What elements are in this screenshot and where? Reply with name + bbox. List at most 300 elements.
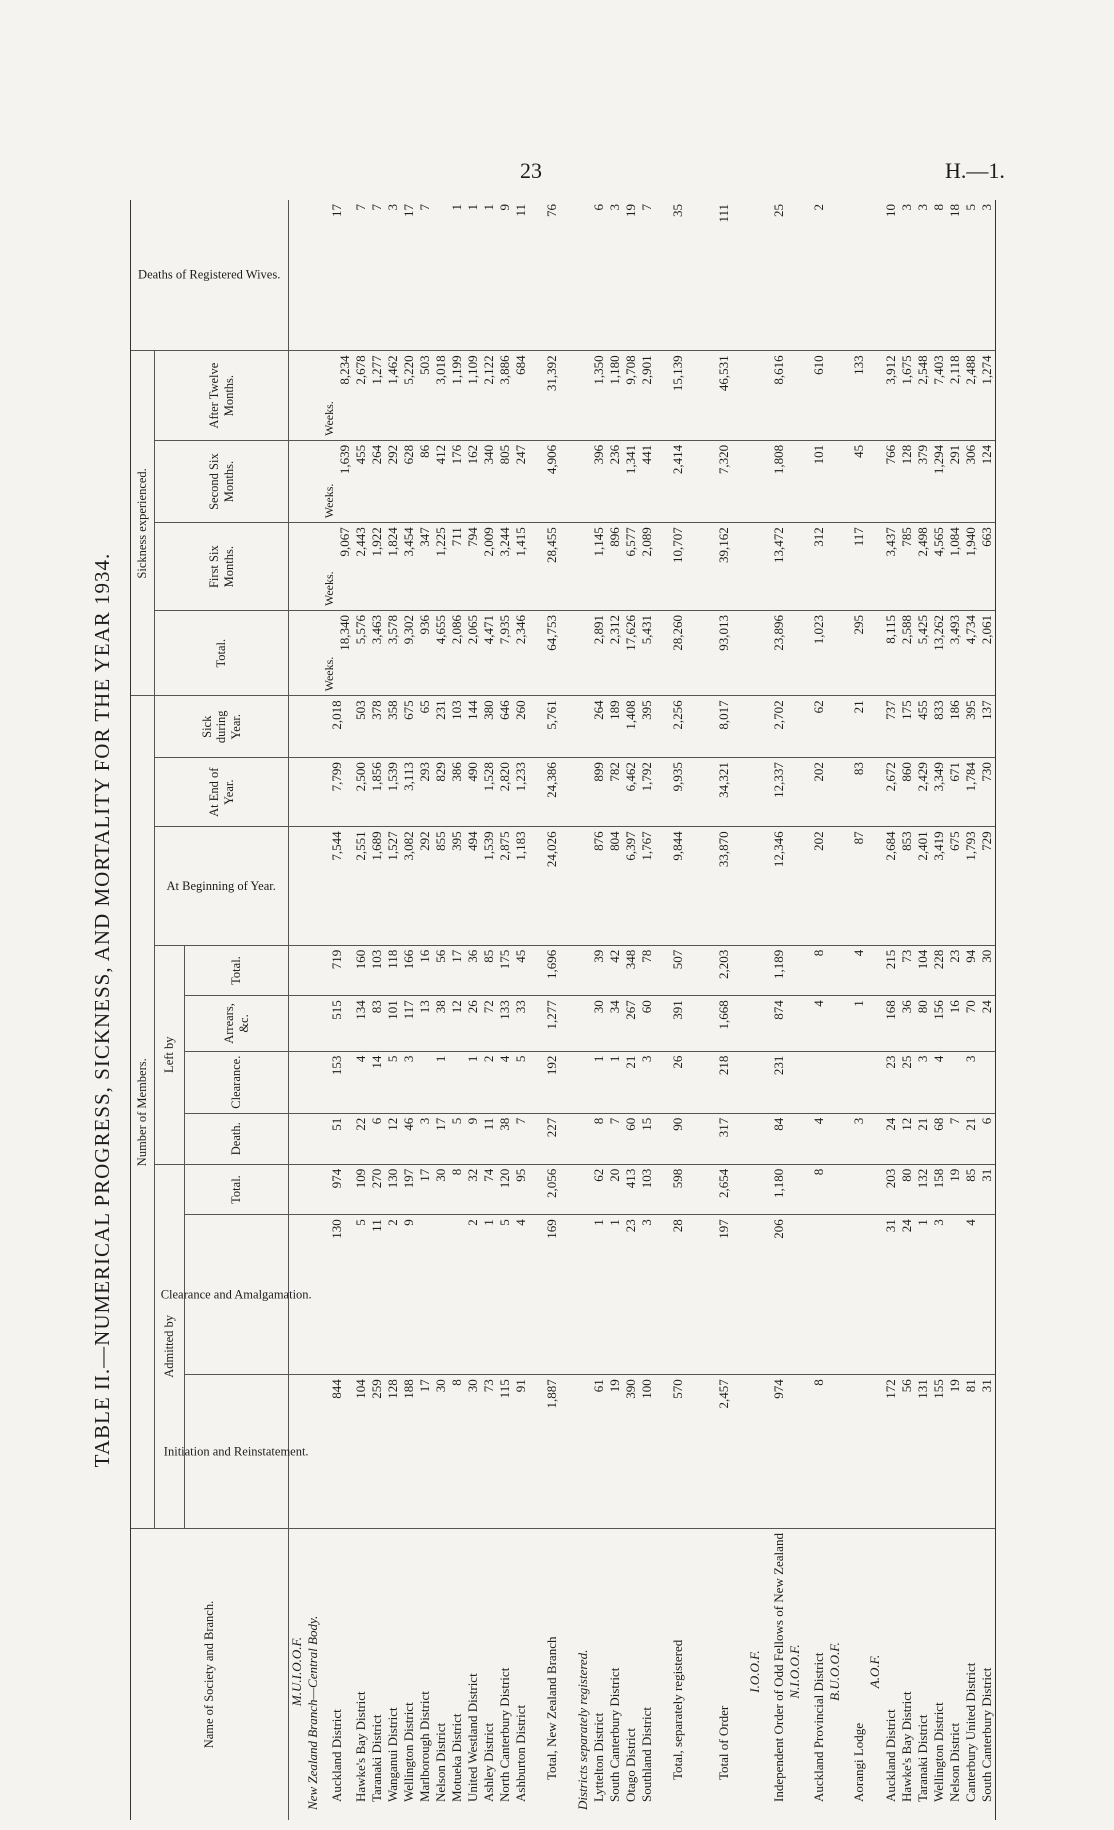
- table-cell: 85: [481, 945, 497, 996]
- table-cell: 17: [321, 200, 353, 351]
- table-cell: 413: [623, 1164, 639, 1215]
- table-cell: 1,527: [385, 827, 401, 945]
- table-cell: 1,784: [963, 758, 979, 827]
- table-cell: [575, 945, 591, 996]
- table-cell: 1,940: [963, 523, 979, 611]
- row-name: I.O.O.F.: [747, 1650, 762, 1693]
- table-row: [623, 200, 639, 1820]
- table-cell: 8: [591, 1113, 607, 1164]
- table-cell: [289, 1164, 306, 1215]
- table-cell: 358: [385, 696, 401, 758]
- table-cell: 176: [449, 440, 465, 522]
- table-cell: [947, 1215, 963, 1375]
- section-row: [575, 200, 591, 1820]
- table-cell: 5: [497, 1215, 513, 1375]
- table-cell: 132: [915, 1164, 931, 1215]
- table-cell: [305, 611, 321, 696]
- section-row: [289, 200, 306, 1820]
- table-cell: 117: [843, 523, 867, 611]
- row-name: Otago District: [623, 1727, 638, 1802]
- table-cell: 2,672: [883, 758, 899, 827]
- table-cell: [747, 996, 763, 1051]
- table-cell: 785: [899, 523, 915, 611]
- table-cell: 7: [639, 200, 655, 351]
- header-death: Death.: [185, 1113, 289, 1164]
- table-cell: 24,026: [529, 827, 575, 945]
- table-cell: 5,761: [529, 696, 575, 758]
- table-cell: 23: [883, 1051, 899, 1113]
- table-cell: 168: [883, 996, 899, 1051]
- table-cell: 128: [899, 440, 915, 522]
- header-members: Number of Members.: [131, 696, 155, 1529]
- table-cell: [305, 440, 321, 522]
- table-cell: [867, 523, 883, 611]
- table-cell: 291: [947, 440, 963, 522]
- table-cell: [321, 611, 353, 696]
- table-row: [465, 200, 481, 1820]
- table-cell: [575, 827, 591, 945]
- table-cell: 11: [369, 1215, 385, 1375]
- table-cell: [787, 1215, 803, 1375]
- table-cell: 32: [465, 1164, 481, 1215]
- table-cell: 1: [433, 1051, 449, 1113]
- table-cell: 380: [481, 696, 497, 758]
- table-cell: 395: [963, 696, 979, 758]
- table-cell: 4: [931, 1051, 947, 1113]
- row-name: South Canterbury District: [607, 1667, 622, 1802]
- table-cell: 130: [385, 1164, 401, 1215]
- table-cell: 1,277: [369, 351, 385, 441]
- table-cell: 133: [497, 996, 513, 1051]
- table-cell: 1,689: [369, 827, 385, 945]
- table-cell: 805: [497, 440, 513, 522]
- table-cell: [867, 1113, 883, 1164]
- table-cell: 192: [529, 1051, 575, 1113]
- table-cell: 17: [417, 1375, 433, 1529]
- table-cell: 259: [369, 1375, 385, 1529]
- header-first-six: First Six Months.: [155, 523, 289, 611]
- table-cell: 94: [963, 945, 979, 996]
- table-cell: 2,498: [915, 523, 931, 611]
- table-cell: 1,189: [763, 945, 787, 996]
- section-row: [305, 200, 321, 1820]
- table-cell: 1,824: [385, 523, 401, 611]
- table-cell: [575, 996, 591, 1051]
- table-cell: [787, 1113, 803, 1164]
- table-cell: 9,302: [401, 611, 417, 696]
- table-cell: 1: [591, 1051, 607, 1113]
- table-cell-value: 9,067: [337, 527, 352, 557]
- table-cell: 156: [931, 996, 947, 1051]
- table-cell: 30: [465, 1375, 481, 1529]
- table-cell: 8,115: [883, 611, 899, 696]
- table-cell: 855: [433, 827, 449, 945]
- page-header: [0, 0, 1114, 200]
- table-cell: [787, 200, 803, 351]
- row-name: Total of Order: [716, 1705, 731, 1780]
- table-row: [763, 200, 787, 1820]
- table-cell: [433, 1215, 449, 1375]
- table-cell: 175: [899, 696, 915, 758]
- table-cell: 15: [639, 1113, 655, 1164]
- row-name: Total, New Zealand Branch: [544, 1636, 559, 1780]
- table-cell: [827, 758, 843, 827]
- table-cell: 264: [591, 696, 607, 758]
- table-cell: [321, 523, 353, 611]
- table-cell: 292: [385, 440, 401, 522]
- table-cell: 85: [963, 1164, 979, 1215]
- table-cell: 348: [623, 945, 639, 996]
- table-cell: 1: [449, 200, 465, 351]
- table-cell: 1: [607, 1051, 623, 1113]
- row-name: United Westland District: [465, 1673, 480, 1802]
- header-sick-total: Total.: [155, 611, 289, 696]
- table-cell: 3,018: [433, 351, 449, 441]
- table-cell: [305, 1113, 321, 1164]
- table-cell: [787, 1375, 803, 1529]
- table-cell: 1: [607, 1215, 623, 1375]
- table-cell: 23,896: [763, 611, 787, 696]
- table-cell: 730: [979, 758, 996, 827]
- table-cell: 3: [401, 1051, 417, 1113]
- table-cell: [305, 1051, 321, 1113]
- table-cell: 7: [417, 200, 433, 351]
- statistics-table: [130, 200, 996, 1820]
- table-cell: [867, 1375, 883, 1529]
- table-cell: 109: [353, 1164, 369, 1215]
- table-cell: [747, 523, 763, 611]
- table-cell: 1,792: [639, 758, 655, 827]
- table-cell: 104: [915, 945, 931, 996]
- table-cell: 1,183: [513, 827, 529, 945]
- table-cell: 8: [449, 1164, 465, 1215]
- table-cell: [289, 696, 306, 758]
- table-cell: 391: [655, 996, 701, 1051]
- table-cell: 134: [353, 996, 369, 1051]
- table-cell: 264: [369, 440, 385, 522]
- table-cell: 4: [963, 1215, 979, 1375]
- table-cell-value: 18,340: [337, 615, 352, 651]
- table-cell: 12,346: [763, 827, 787, 945]
- table-cell: [843, 1164, 867, 1215]
- table-cell: [321, 440, 353, 522]
- table-cell: 28: [655, 1215, 701, 1375]
- table-cell: 38: [433, 996, 449, 1051]
- table-cell: 26: [655, 1051, 701, 1113]
- table-cell: 103: [449, 696, 465, 758]
- table-cell: [417, 1051, 433, 1113]
- table-cell: [305, 696, 321, 758]
- table-cell: 3: [639, 1051, 655, 1113]
- table-cell: 5: [353, 1215, 369, 1375]
- table-cell: 128: [385, 1375, 401, 1529]
- table-cell: 3,437: [883, 523, 899, 611]
- table-cell: [321, 351, 353, 441]
- table-cell: 7,799: [321, 758, 353, 827]
- table-cell: 829: [433, 758, 449, 827]
- table-cell: [305, 827, 321, 945]
- table-cell: 5: [449, 1113, 465, 1164]
- table-cell: 144: [465, 696, 481, 758]
- parliamentary-reference: H.—1.: [945, 158, 1005, 183]
- table-cell: 2: [465, 1215, 481, 1375]
- table-cell: [575, 1375, 591, 1529]
- table-cell: 72: [481, 996, 497, 1051]
- table-cell: [289, 827, 306, 945]
- row-name: New Zealand Branch—Central Body.: [305, 1615, 320, 1810]
- table-cell: 115: [497, 1375, 513, 1529]
- table-cell: 64,753: [529, 611, 575, 696]
- table-cell: 30: [979, 945, 996, 996]
- table-cell: 5,425: [915, 611, 931, 696]
- table-cell: [827, 1215, 843, 1375]
- beginning-label: At Beginning of Year.: [166, 878, 277, 893]
- table-cell: 1,856: [369, 758, 385, 827]
- rotated-table-sheet: [80, 200, 1085, 1820]
- header-admitted-total: Total.: [185, 1164, 289, 1215]
- table-cell: 21: [963, 1113, 979, 1164]
- table-cell: 236: [607, 440, 623, 522]
- table-cell: [575, 1164, 591, 1215]
- header-left-by: Left by: [155, 945, 185, 1164]
- table-cell: [827, 996, 843, 1051]
- table-cell: 719: [321, 945, 353, 996]
- table-cell: 1,233: [513, 758, 529, 827]
- table-cell: 13: [417, 996, 433, 1051]
- table-cell: 17: [401, 200, 417, 351]
- table-cell: 2,256: [655, 696, 701, 758]
- weeks-unit-label: Weeks.: [322, 483, 336, 519]
- table-cell: 206: [763, 1215, 787, 1375]
- table-row: [701, 200, 747, 1820]
- table-cell: 56: [433, 945, 449, 996]
- table-cell: 45: [513, 945, 529, 996]
- table-cell: 3: [385, 200, 401, 351]
- table-cell: [575, 758, 591, 827]
- table-cell: [867, 611, 883, 696]
- table-row: [417, 200, 433, 1820]
- table-cell: 1,415: [513, 523, 529, 611]
- table-cell: 974: [321, 1164, 353, 1215]
- table-row: [449, 200, 465, 1820]
- table-cell: 101: [803, 440, 827, 522]
- table-cell: 295: [843, 611, 867, 696]
- table-body: [289, 200, 996, 1820]
- table-cell: [747, 1375, 763, 1529]
- header-deaths-wives: [131, 200, 289, 351]
- table-cell: [827, 696, 843, 758]
- table-cell: 1: [481, 200, 497, 351]
- table-cell: 80: [899, 1164, 915, 1215]
- table-cell: 111: [701, 200, 747, 351]
- table-cell: 378: [369, 696, 385, 758]
- table-cell: 12: [899, 1113, 915, 1164]
- table-cell: 17,626: [623, 611, 639, 696]
- table-cell: 30: [591, 996, 607, 1051]
- table-cell: 306: [963, 440, 979, 522]
- table-cell: 36: [465, 945, 481, 996]
- table-cell: 197: [701, 1215, 747, 1375]
- row-name: Aorangi Lodge: [851, 1722, 866, 1802]
- table-cell: 2,901: [639, 351, 655, 441]
- table-cell: 22: [353, 1113, 369, 1164]
- table-cell: 2,678: [353, 351, 369, 441]
- table-cell: 101: [385, 996, 401, 1051]
- table-cell: 2: [481, 1051, 497, 1113]
- table-cell: 3,454: [401, 523, 417, 611]
- table-cell: [305, 996, 321, 1051]
- table-cell: 804: [607, 827, 623, 945]
- table-cell: 118: [385, 945, 401, 996]
- table-cell: [289, 758, 306, 827]
- table-cell: 95: [513, 1164, 529, 1215]
- table-cell: 3: [931, 1215, 947, 1375]
- table-cell: 2,065: [465, 611, 481, 696]
- table-cell: 1,180: [763, 1164, 787, 1215]
- table-cell: 10: [883, 200, 899, 351]
- table-cell: 874: [763, 996, 787, 1051]
- table-cell: 5,431: [639, 611, 655, 696]
- table-row: [385, 200, 401, 1820]
- table-cell: 1,767: [639, 827, 655, 945]
- table-cell: 12: [449, 996, 465, 1051]
- table-cell: [449, 1215, 465, 1375]
- table-cell: 386: [449, 758, 465, 827]
- table-cell: 1,808: [763, 440, 787, 522]
- table-cell: 7: [947, 1113, 963, 1164]
- row-name: Taranaki District: [369, 1714, 384, 1802]
- table-cell: 9,708: [623, 351, 639, 441]
- table-cell: 7,403: [931, 351, 947, 441]
- table-cell: [827, 945, 843, 996]
- table-cell: [827, 1113, 843, 1164]
- table-cell: [867, 200, 883, 351]
- table-row: [947, 200, 963, 1820]
- section-row: [787, 200, 803, 1820]
- table-cell: 31: [883, 1215, 899, 1375]
- table-cell: 100: [639, 1375, 655, 1529]
- table-cell: 4,565: [931, 523, 947, 611]
- table-cell: 675: [947, 827, 963, 945]
- table-cell: 21: [623, 1051, 639, 1113]
- table-cell: 1,084: [947, 523, 963, 611]
- table-cell: 175: [497, 945, 513, 996]
- page-number: 23: [520, 158, 542, 183]
- table-cell: [575, 696, 591, 758]
- table-cell: 1,225: [433, 523, 449, 611]
- table-cell: 1: [481, 1215, 497, 1375]
- table-cell: 86: [417, 440, 433, 522]
- table-cell: [827, 1164, 843, 1215]
- table-cell: 2: [803, 200, 827, 351]
- table-cell: 896: [607, 523, 623, 611]
- row-name: Wellington District: [401, 1702, 416, 1802]
- table-cell: 7: [369, 200, 385, 351]
- row-name: Districts separately registered.: [575, 1649, 590, 1810]
- table-cell: [827, 1375, 843, 1529]
- header-beginning: [155, 827, 289, 945]
- table-cell: 2,488: [963, 351, 979, 441]
- table-cell: 2,346: [513, 611, 529, 696]
- table-cell: 202: [803, 827, 827, 945]
- table-cell: 162: [465, 440, 481, 522]
- table-cell-value: 8,234: [337, 355, 352, 385]
- weeks-unit-label: Weeks.: [322, 571, 336, 607]
- table-cell: 2,500: [353, 758, 369, 827]
- table-cell: 60: [639, 996, 655, 1051]
- table-cell: 3: [417, 1113, 433, 1164]
- table-cell: [747, 351, 763, 441]
- row-name: Taranaki District: [915, 1714, 930, 1802]
- table-cell: 84: [763, 1113, 787, 1164]
- table-cell: 15,139: [655, 351, 701, 441]
- table-cell: 12: [385, 1113, 401, 1164]
- table-cell: 13,262: [931, 611, 947, 696]
- row-name: Independent Order of Odd Fellows of New Zealand: [771, 1533, 786, 1802]
- table-cell: 4: [497, 1051, 513, 1113]
- table-cell: 231: [763, 1051, 787, 1113]
- table-cell: 5,220: [401, 351, 417, 441]
- table-row: [591, 200, 607, 1820]
- section-row: [867, 200, 883, 1820]
- table-cell: 62: [803, 696, 827, 758]
- table-cell: 833: [931, 696, 947, 758]
- table-row: [963, 200, 979, 1820]
- table-cell: 6,462: [623, 758, 639, 827]
- table-cell: 3,578: [385, 611, 401, 696]
- table-cell: 131: [915, 1375, 931, 1529]
- table-cell: 1,462: [385, 351, 401, 441]
- deaths-wives-label: Deaths of Registered Wives.: [138, 267, 281, 282]
- table-cell: 18: [947, 200, 963, 351]
- table-cell: 166: [401, 945, 417, 996]
- row-name: Southland District: [639, 1707, 654, 1802]
- section-row: [827, 200, 843, 1820]
- table-cell: 73: [481, 1375, 497, 1529]
- table-cell: 186: [947, 696, 963, 758]
- table-cell: 3: [963, 1051, 979, 1113]
- table-cell: 39: [591, 945, 607, 996]
- table-cell: 45: [843, 440, 867, 522]
- table-cell: 1,668: [701, 996, 747, 1051]
- table-cell: 8: [931, 200, 947, 351]
- table-cell: 711: [449, 523, 465, 611]
- table-cell: [867, 696, 883, 758]
- table-cell: 3,886: [497, 351, 513, 441]
- table-row: [353, 200, 369, 1820]
- table-cell: 1,793: [963, 827, 979, 945]
- table-cell: 215: [883, 945, 899, 996]
- table-cell: 663: [979, 523, 996, 611]
- table-cell: [575, 200, 591, 351]
- table-cell: 2,684: [883, 827, 899, 945]
- table-cell: [417, 1215, 433, 1375]
- table-cell: 490: [465, 758, 481, 827]
- table-cell: 2,588: [899, 611, 915, 696]
- table-cell: [305, 351, 321, 441]
- table-cell: 83: [369, 996, 385, 1051]
- table-cell: 1,696: [529, 945, 575, 996]
- table-cell: 729: [979, 827, 996, 945]
- table-cell: 227: [529, 1113, 575, 1164]
- table-cell: 503: [417, 351, 433, 441]
- table-cell: 28,455: [529, 523, 575, 611]
- table-cell: 4,655: [433, 611, 449, 696]
- table-row: [529, 200, 575, 1820]
- table-cell: 503: [353, 696, 369, 758]
- table-cell: 19: [607, 1375, 623, 1529]
- table-cell: [289, 1051, 306, 1113]
